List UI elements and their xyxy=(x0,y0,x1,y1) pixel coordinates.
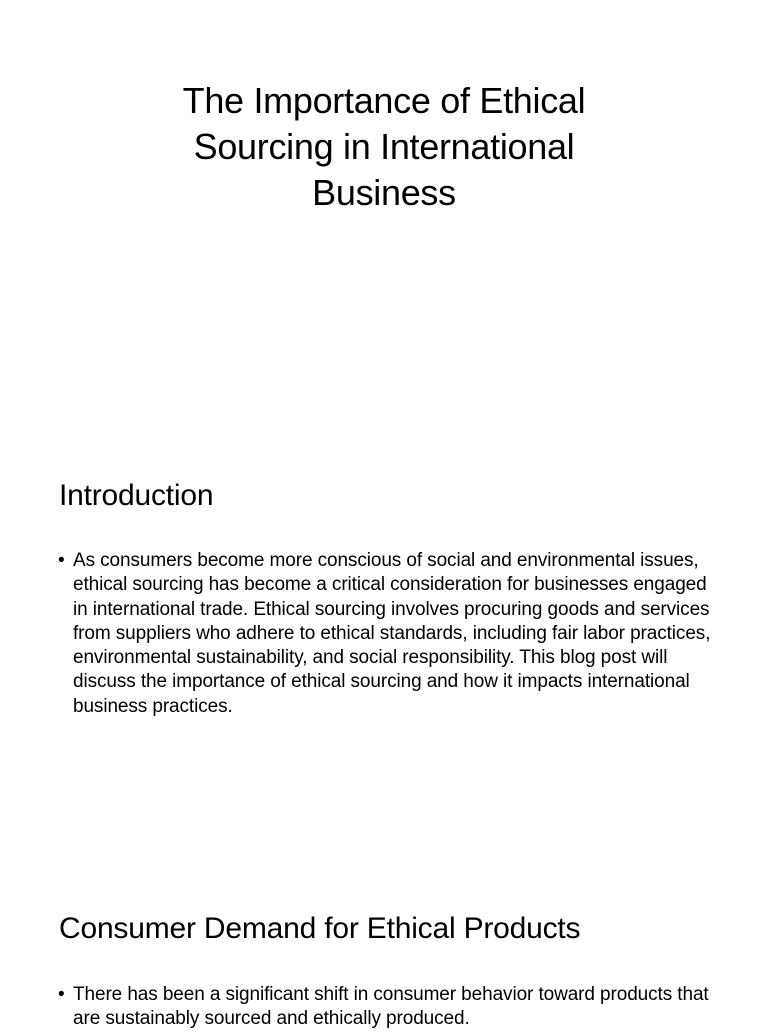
consumer-demand-bullet-list xyxy=(58,983,718,1032)
section-heading-introduction: Introduction xyxy=(59,479,214,512)
bullet-icon: • xyxy=(58,550,65,571)
bullet-text: As consumers become more conscious of social and environmental issues, ethical sourcing has become a critical consideration for businesses engaged in international trade. Ethical sourcing involves procuring goods and services from suppliers who adhere to ethical standards, including fair labor practices, environmental sustainability, and social responsibility. This blog post will discuss the importance of ethical sourcing and how it impacts international business practices. xyxy=(73,550,711,717)
bullet-icon: • xyxy=(58,984,65,1005)
section-heading-consumer-demand: Consumer Demand for Ethical Products xyxy=(59,912,581,945)
introduction-bullet-list xyxy=(58,549,718,719)
slide-title: The Importance of Ethical Sourcing in International Business xyxy=(182,80,586,213)
bullet-item xyxy=(58,549,718,719)
bullet-text: There has been a significant shift in consumer behavior toward products that are sustainably sourced and ethically produced. xyxy=(73,984,709,1030)
bullet-item xyxy=(58,983,718,1032)
